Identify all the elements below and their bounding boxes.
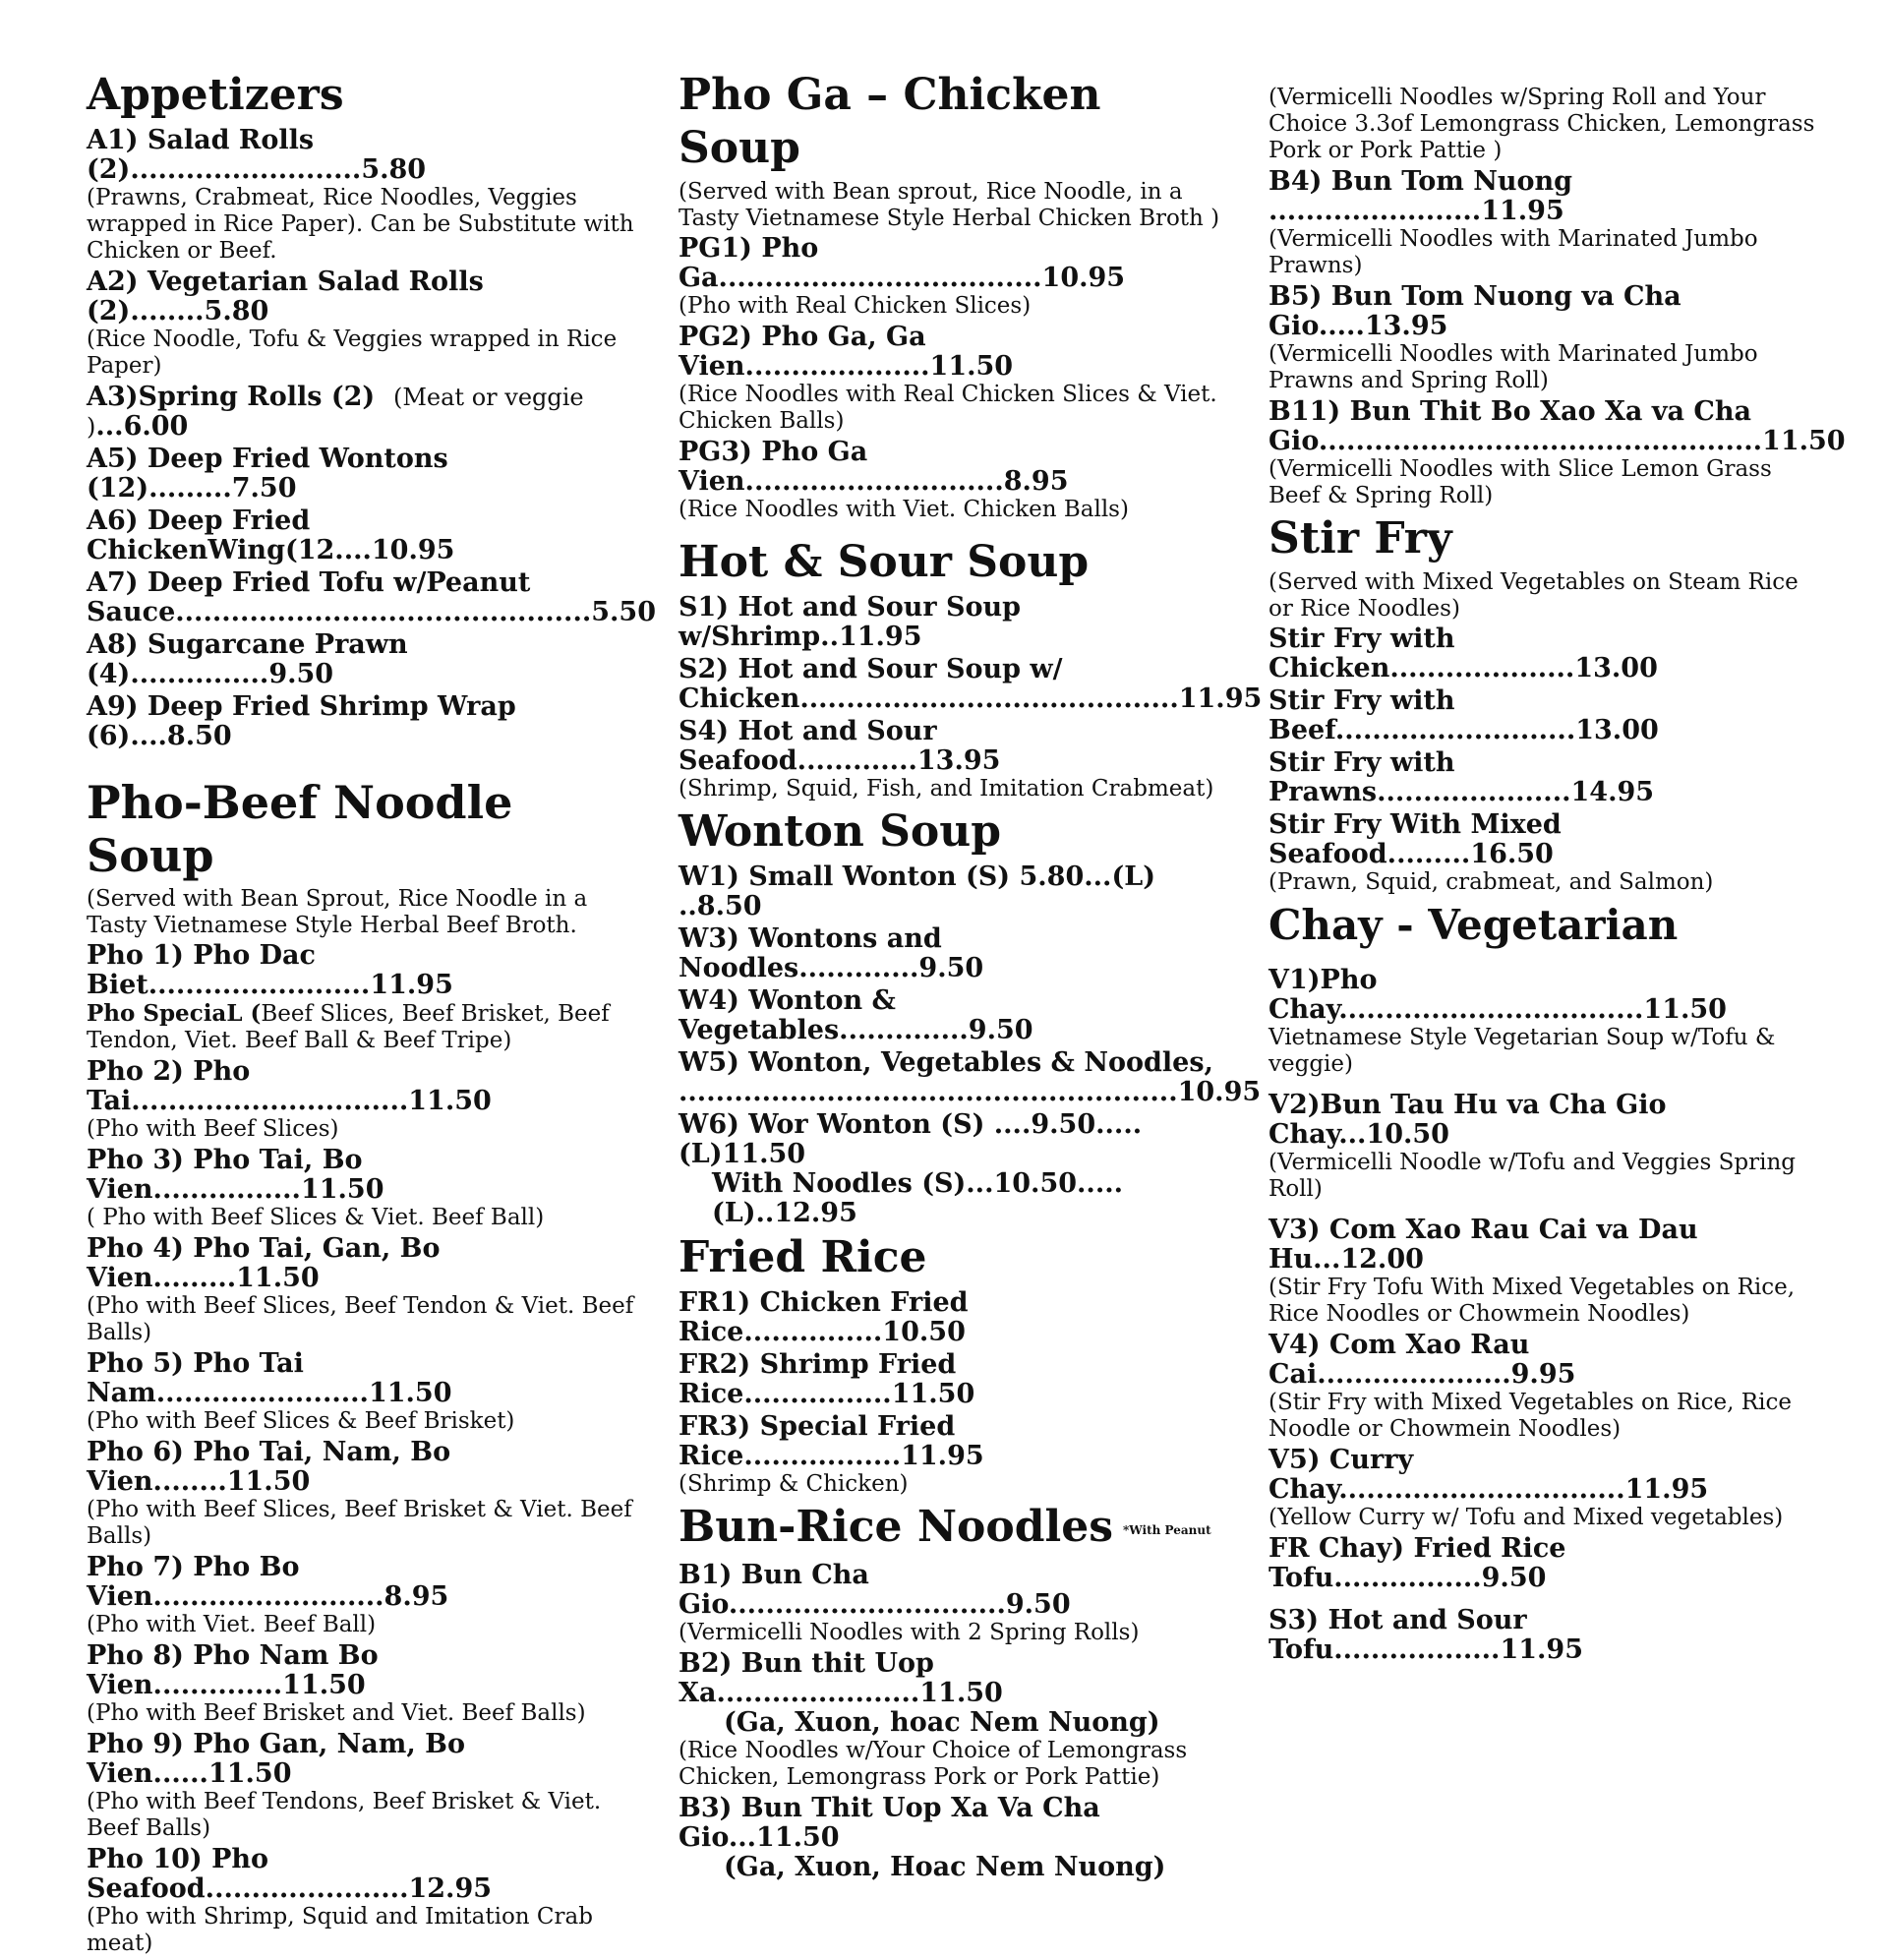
item-desc: (Prawn, Squid, crabmeat, and Salmon) xyxy=(1268,869,1714,895)
menu-item-stir-seafood xyxy=(1268,810,1819,896)
menu-item-s1 xyxy=(678,593,1229,652)
item-line: Pho 9) Pho Gan, Nam, Bo Vien......11.50 xyxy=(87,1729,475,1789)
item-desc: (Pho with Viet. Beef Ball) xyxy=(87,1612,377,1637)
menu-column-2 xyxy=(678,69,1263,1885)
item-line: FR3) Special Fried Rice.................11.95 xyxy=(678,1411,984,1471)
menu-item-pho-4 xyxy=(87,1234,637,1346)
item-line: W1) Small Wonton (S) 5.80...(L) ..8.50 xyxy=(678,861,1165,921)
item-desc xyxy=(87,1000,637,1054)
item-line: ......................................................10.95 xyxy=(678,1077,1262,1107)
item-line: FR2) Shrimp Fried Rice................11.50 xyxy=(678,1349,975,1409)
menu-item-stir-chicken xyxy=(1268,624,1819,683)
item-desc: (Shrimp, Squid, Fish, and Imitation Crabmeat) xyxy=(678,776,1214,802)
section-desc: (Served with Mixed Vegetables on Steam Rice or Rice Noodles) xyxy=(1268,569,1799,622)
item-line: S1) Hot and Sour Soup w/Shrimp..11.95 xyxy=(678,592,1031,652)
item-line: (Ga, Xuon, hoac Nem Nuong) xyxy=(724,1706,1160,1738)
menu-item-pho-1 xyxy=(87,941,637,1054)
item-desc: (Vermicelli Noodle w/Tofu and Veggies Spring Roll) xyxy=(1268,1150,1796,1202)
menu-item-pg3 xyxy=(678,438,1229,523)
item-line: W6) Wor Wonton (S) ....9.50.....(L)11.50 xyxy=(678,1109,1143,1169)
item-desc: (Pho with Beef Brisket and Viet. Beef Balls) xyxy=(87,1700,586,1726)
item-line: V4) Com Xao Rau Cai.....................9.95 xyxy=(1268,1330,1576,1390)
item-line: Pho 4) Pho Tai, Gan, Bo Vien.........11.50 xyxy=(87,1233,449,1293)
menu-item-pho-6 xyxy=(87,1438,637,1550)
menu-item-a2 xyxy=(87,267,637,380)
section-title-wonton: Wonton Soup xyxy=(678,806,1002,857)
item-desc: (Vermicelli Noodles with Marinated Jumbo Prawns and Spring Roll) xyxy=(1268,341,1758,393)
menu-item-b5 xyxy=(1268,282,1819,394)
menu-item-fr2 xyxy=(678,1350,1229,1409)
item-line: Stir Fry With Mixed Seafood.........16.50 xyxy=(1268,809,1571,869)
item-line: Pho 3) Pho Tai, Bo Vien................11.50 xyxy=(87,1145,384,1205)
item-desc: (Stir Fry Tofu With Mixed Vegetables on Rice, Rice Noodles or Chowmein Noodles) xyxy=(1268,1275,1796,1327)
item-line: V2)Bun Tau Hu va Cha Gio Chay...10.50 xyxy=(1268,1090,1676,1150)
item-desc: Vietnamese Style Vegetarian Soup w/Tofu & veggie) xyxy=(1268,1025,1776,1077)
item-line: Pho 5) Pho Tai Nam.......................11.50 xyxy=(87,1348,452,1408)
menu-item-pho-3 xyxy=(87,1146,637,1231)
section-title-bun xyxy=(678,1501,1229,1557)
menu-item-fr1 xyxy=(678,1288,1229,1347)
menu-item-stir-prawns xyxy=(1268,748,1819,807)
menu-item-w3 xyxy=(678,924,1229,983)
menu-item-v2 xyxy=(1268,1091,1819,1203)
menu-item-fr3 xyxy=(678,1412,1229,1498)
section-title-pho-ga: Pho Ga – Chicken Soup xyxy=(678,70,1101,173)
item-line: A2) Vegetarian Salad Rolls (2)........5.80 xyxy=(87,267,494,327)
item-line: W3) Wontons and Noodles.............9.50 xyxy=(678,923,984,983)
section-title-chay: Chay - Vegetarian xyxy=(1268,901,1679,949)
item-line: S3) Hot and Sour Tofu..................11.95 xyxy=(1268,1605,1583,1665)
menu-column-3 xyxy=(1268,85,1846,1668)
item-desc: (Rice Noodles with Viet. Chicken Balls) xyxy=(678,497,1129,522)
menu-item-b2 xyxy=(678,1649,1229,1791)
item-line: A6) Deep Fried ChickenWing(12....10.95 xyxy=(87,505,455,565)
item-note: (Meat or veggie ) xyxy=(87,384,592,441)
item-line: FR Chay) Fried Rice Tofu................9.50 xyxy=(1268,1533,1575,1593)
menu-item-s3 xyxy=(1268,1606,1819,1665)
section-title-pho-beef: Pho-Beef Noodle Soup xyxy=(87,776,513,882)
menu-item-a1 xyxy=(87,126,637,265)
menu-item-pho-10 xyxy=(87,1845,637,1957)
item-desc: (Vermicelli Noodles with Slice Lemon Grass Beef & Spring Roll) xyxy=(1268,456,1772,508)
item-desc: (Pho with Beef Slices & Beef Brisket) xyxy=(87,1408,515,1434)
item-line: Pho 10) Pho Seafood......................12.95 xyxy=(87,1844,493,1904)
menu-item-a6 xyxy=(87,506,637,565)
item-desc: (Vermicelli Noodles w/Spring Roll and Your Choice 3.3of Lemongrass Chicken, Lemongrass Pork or Pork Pattie ) xyxy=(1268,85,1815,163)
item-line: A1) Salad Rolls (2).........................5.80 xyxy=(87,125,427,185)
menu-column-1 xyxy=(87,69,656,1960)
item-desc: (Vermicelli Noodles with Marinated Jumbo Prawns) xyxy=(1268,226,1758,278)
menu-item-s4 xyxy=(678,717,1229,802)
menu-item-b1 xyxy=(678,1561,1229,1646)
item-line: Chicken.........................................11.95 xyxy=(678,683,1263,714)
item-line: B11) Bun Thit Bo Xao Xa va Cha xyxy=(1268,396,1752,427)
menu-item-b3 xyxy=(678,1794,1229,1882)
item-desc: (Rice Noodles with Real Chicken Slices & Viet. Chicken Balls) xyxy=(678,382,1217,434)
menu-item-v1 xyxy=(1268,966,1819,1078)
item-line: Sauce.............................................5.50 xyxy=(87,597,656,627)
section-title-appetizers: Appetizers xyxy=(87,70,344,120)
item-line: Pho 2) Pho Tai..............................11.50 xyxy=(87,1056,492,1116)
item-line: S4) Hot and Sour Seafood.............13.95 xyxy=(678,716,1001,776)
item-line: B4) Bun Tom Nuong .......................11.95 xyxy=(1268,166,1582,226)
section-title-fried-rice: Fried Rice xyxy=(678,1232,927,1282)
item-desc: (Yellow Curry w/ Tofu and Mixed vegetables) xyxy=(1268,1505,1784,1530)
menu-item-w1 xyxy=(678,862,1229,921)
item-desc: (Pho with Beef Slices, Beef Brisket & Viet. Beef Balls) xyxy=(87,1497,632,1549)
item-line: B1) Bun Cha Gio..............................9.50 xyxy=(678,1559,1071,1620)
menu-item-v3 xyxy=(1268,1216,1819,1328)
menu-item-s2 xyxy=(678,654,1263,714)
item-line: PG1) Pho Ga...................................10.95 xyxy=(678,233,1126,293)
menu-item-b4 xyxy=(1268,167,1819,279)
menu-item-pg1 xyxy=(678,234,1229,320)
item-line: Stir Fry with Beef..........................13.00 xyxy=(1268,685,1659,745)
item-desc: (Stir Fry with Mixed Vegetables on Rice, Rice Noodle or Chowmein Noodles) xyxy=(1268,1390,1792,1442)
item-line: W5) Wonton, Vegetables & Noodles, xyxy=(678,1047,1213,1078)
menu-item-a9 xyxy=(87,692,637,751)
menu-item-w4 xyxy=(678,986,1229,1045)
item-line: A9) Deep Fried Shrimp Wrap (6)....8.50 xyxy=(87,691,526,751)
item-line: A7) Deep Fried Tofu w/Peanut xyxy=(87,567,531,598)
item-line: B3) Bun Thit Uop Xa Va Cha Gio...11.50 xyxy=(678,1792,1110,1853)
item-desc: (Rice Noodle, Tofu & Veggies wrapped in Rice Paper) xyxy=(87,327,618,379)
item-line: Pho 1) Pho Dac Biet........................11.95 xyxy=(87,940,453,1000)
menu-item-pho-5 xyxy=(87,1349,637,1435)
menu-item-b3-desc xyxy=(1268,85,1819,164)
item-line xyxy=(87,383,637,442)
item-desc: (Vermicelli Noodles with 2 Spring Rolls) xyxy=(678,1619,1140,1645)
item-desc: (Pho with Beef Tendons, Beef Brisket & Viet. Beef Balls) xyxy=(87,1789,602,1841)
item-desc: (Pho with Beef Slices, Beef Tendon & Viet. Beef Balls) xyxy=(87,1293,634,1345)
menu-item-a5 xyxy=(87,445,637,504)
menu-item-pho-7 xyxy=(87,1553,637,1638)
menu-item-v5 xyxy=(1268,1446,1819,1531)
item-line: PG2) Pho Ga, Ga Vien....................11.50 xyxy=(678,322,1014,382)
menu-item-a3 xyxy=(87,383,637,442)
item-desc: ( Pho with Beef Slices & Viet. Beef Ball) xyxy=(87,1205,545,1230)
menu-item-pho-9 xyxy=(87,1730,637,1842)
section-desc: (Served with Bean sprout, Rice Noodle, in a Tasty Vietnamese Style Herbal Chicken Broth ) xyxy=(678,179,1220,231)
peanut-note: *With Peanut xyxy=(1122,1522,1211,1537)
item-line: Gio................................................11.50 xyxy=(1268,426,1846,456)
item-line: FR1) Chicken Fried Rice...............10.50 xyxy=(678,1287,977,1347)
item-line: (Ga, Xuon, Hoac Nem Nuong) xyxy=(724,1851,1166,1882)
menu-item-stir-beef xyxy=(1268,686,1819,745)
menu-item-pho-8 xyxy=(87,1641,637,1727)
spacer xyxy=(1268,1596,1819,1606)
menu-item-v4 xyxy=(1268,1331,1819,1443)
item-line: A8) Sugarcane Prawn (4)...............9.50 xyxy=(87,629,418,689)
item-desc: (Rice Noodles w/Your Choice of Lemongrass Chicken, Lemongrass Pork or Pork Pattie) xyxy=(678,1737,1188,1790)
item-name: Pho SpeciaL ( xyxy=(87,1000,262,1027)
item-line: A5) Deep Fried Wontons (12).........7.50 xyxy=(87,444,458,504)
item-line: V3) Com Xao Rau Cai va Dau Hu...12.00 xyxy=(1268,1215,1707,1275)
menu-item-a7 xyxy=(87,567,656,627)
item-line: PG3) Pho Ga Vien............................8.95 xyxy=(678,437,1069,497)
spacer xyxy=(678,526,1229,536)
menu-item-fr-chay xyxy=(1268,1534,1819,1593)
item-line: W4) Wonton & Vegetables..............9.50 xyxy=(678,985,1033,1045)
item-line: V1)Pho Chay.................................11.50 xyxy=(1268,965,1727,1025)
section-desc: (Served with Bean Sprout, Rice Noodle in a Tasty Vietnamese Style Herbal Beef Broth. xyxy=(87,886,588,938)
menu-item-b11 xyxy=(1268,396,1846,509)
item-price: ...6.00 xyxy=(95,411,189,442)
item-line: V5) Curry Chay...............................11.95 xyxy=(1268,1445,1709,1505)
item-desc: (Pho with Shrimp, Squid and Imitation Crab meat) xyxy=(87,1904,593,1956)
item-line: B2) Bun thit Uop Xa......................11.50 xyxy=(678,1647,1003,1708)
item-line: Pho 6) Pho Tai, Nam, Bo Vien........11.50 xyxy=(87,1437,460,1497)
item-desc: (Shrimp & Chicken) xyxy=(678,1471,909,1497)
spacer xyxy=(87,754,637,776)
item-line: Pho 8) Pho Nam Bo Vien..............11.50 xyxy=(87,1640,388,1700)
menu-item-w6 xyxy=(678,1110,1229,1228)
section-title-stir-fry: Stir Fry xyxy=(1268,513,1452,564)
item-line: With Noodles (S)...10.50.....(L)..12.95 xyxy=(712,1168,1124,1228)
item-desc: (Prawns, Crabmeat, Rice Noodles, Veggies wrapped in Rice Paper). Can be Substitute with Chicken or Beef. xyxy=(87,185,634,264)
item-line: Pho 7) Pho Bo Vien.........................8.95 xyxy=(87,1552,449,1612)
item-line: Stir Fry with Prawns.....................14.95 xyxy=(1268,747,1655,807)
item-line: B5) Bun Tom Nuong va Cha Gio.....13.95 xyxy=(1268,281,1691,341)
menu-item-a8 xyxy=(87,630,637,689)
item-desc-text: Beef Slices, Beef Brisket, Beef Tendon, Viet. Beef Ball & Beef Tripe) xyxy=(87,1001,610,1053)
item-line: S2) Hot and Sour Soup w/ xyxy=(678,654,1063,684)
item-desc: (Pho with Beef Slices) xyxy=(87,1116,339,1142)
menu-item-w5 xyxy=(678,1047,1262,1107)
item-line: Stir Fry with Chicken....................13.00 xyxy=(1268,624,1658,683)
item-name: A3)Spring Rolls (2) xyxy=(87,382,393,412)
menu-item-pg2 xyxy=(678,323,1229,435)
section-title-hot-sour: Hot & Sour Soup xyxy=(678,537,1090,587)
section-title-text: Bun-Rice Noodles xyxy=(678,1502,1113,1552)
menu-item-pho-2 xyxy=(87,1057,637,1143)
item-desc: (Pho with Real Chicken Slices) xyxy=(678,293,1032,319)
